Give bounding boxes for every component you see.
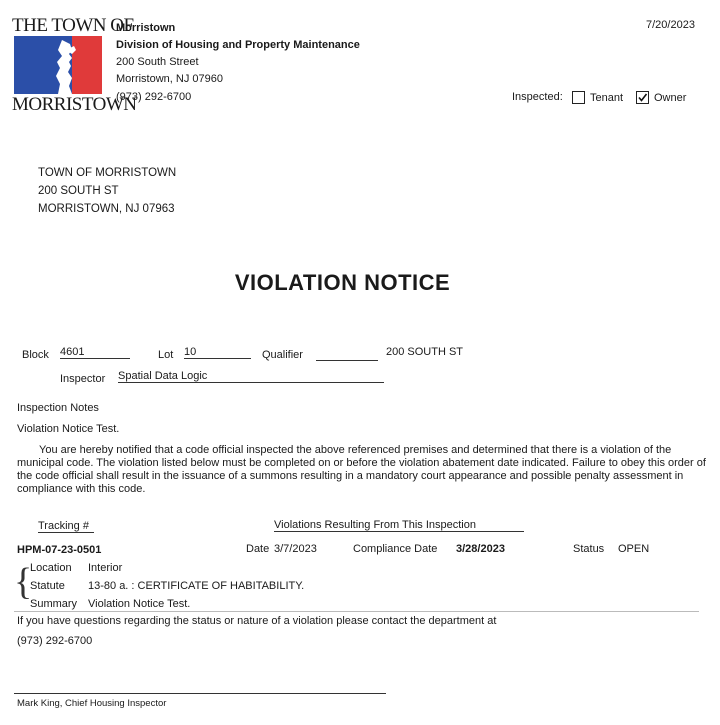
owner-label: Owner bbox=[654, 92, 687, 104]
inspection-notes-label: Inspection Notes bbox=[17, 402, 99, 414]
inspected-label: Inspected: bbox=[512, 91, 563, 103]
signature-name: Mark King, Chief Housing Inspector bbox=[17, 698, 167, 709]
summary-label: Summary bbox=[30, 598, 78, 610]
detail-brace: { bbox=[14, 561, 33, 603]
notice-paragraph: You are hereby notified that a code official inspected the above referenced premises and determined that there is a violation of the municipal code. The violation listed below must be completed on or before the violation abatement date indicated. Failure to obey this order of the code official shall result in the issuance of a summons resulting in a mandatory court appearance and possible penalty assessment in compliance with this code. bbox=[17, 444, 706, 495]
recipient-line2: 200 SOUTH ST bbox=[38, 185, 119, 197]
inspector-label: Inspector bbox=[60, 373, 106, 385]
qualifier-value bbox=[316, 346, 378, 361]
status-label: Status bbox=[573, 543, 605, 555]
lot-label: Lot bbox=[158, 349, 174, 361]
location-value: Interior bbox=[88, 562, 123, 574]
owner-checkbox[interactable] bbox=[636, 91, 649, 104]
property-address: 200 SOUTH ST bbox=[386, 346, 464, 358]
compliance-date-value: 3/28/2023 bbox=[456, 543, 505, 555]
status-value: OPEN bbox=[618, 543, 650, 555]
compliance-date-label: Compliance Date bbox=[353, 543, 438, 555]
qualifier-label: Qualifier bbox=[262, 349, 303, 361]
org-street: 200 South Street bbox=[116, 56, 199, 68]
recipient-line3: MORRISTOWN, NJ 07963 bbox=[38, 203, 175, 215]
check-icon bbox=[637, 92, 648, 103]
tenant-label: Tenant bbox=[590, 92, 624, 104]
logo-top-text: THE TOWN OF bbox=[12, 15, 134, 36]
logo-bottom-text: MORRISTOWN bbox=[12, 94, 137, 115]
summary-value: Violation Notice Test. bbox=[88, 598, 191, 610]
org-phone: (973) 292-6700 bbox=[116, 91, 192, 103]
violation-date-label: Date bbox=[246, 543, 270, 555]
recipient-line1: TOWN OF MORRISTOWN bbox=[38, 167, 177, 179]
contact-phone: (973) 292-6700 bbox=[17, 635, 93, 647]
violation-date-value: 3/7/2023 bbox=[274, 543, 317, 555]
inspector-value: Spatial Data Logic bbox=[118, 370, 384, 383]
section-divider bbox=[14, 611, 699, 612]
org-name: Morristown bbox=[116, 22, 176, 34]
tracking-header: Tracking # bbox=[38, 520, 94, 533]
org-city: Morristown, NJ 07960 bbox=[116, 73, 223, 85]
statute-value: 13-80 a. : CERTIFICATE OF HABITABILITY. bbox=[88, 580, 305, 592]
violations-section-header: Violations Resulting From This Inspection bbox=[274, 519, 524, 532]
notice-date: 7/20/2023 bbox=[646, 19, 695, 31]
division-name: Division of Housing and Property Maintenance bbox=[116, 39, 360, 51]
contact-text: If you have questions regarding the status or nature of a violation please contact the department at bbox=[17, 615, 497, 627]
page-title: VIOLATION NOTICE bbox=[234, 270, 451, 295]
town-logo bbox=[14, 36, 102, 94]
signature-line bbox=[14, 693, 386, 694]
block-label: Block bbox=[22, 349, 49, 361]
tracking-id: HPM-07-23-0501 bbox=[17, 544, 102, 556]
inspection-notes-text: Violation Notice Test. bbox=[17, 423, 120, 435]
block-value: 4601 bbox=[60, 346, 130, 359]
lot-value: 10 bbox=[184, 346, 251, 359]
location-label: Location bbox=[30, 562, 72, 574]
statute-label: Statute bbox=[30, 580, 65, 592]
tenant-checkbox[interactable] bbox=[572, 91, 585, 104]
